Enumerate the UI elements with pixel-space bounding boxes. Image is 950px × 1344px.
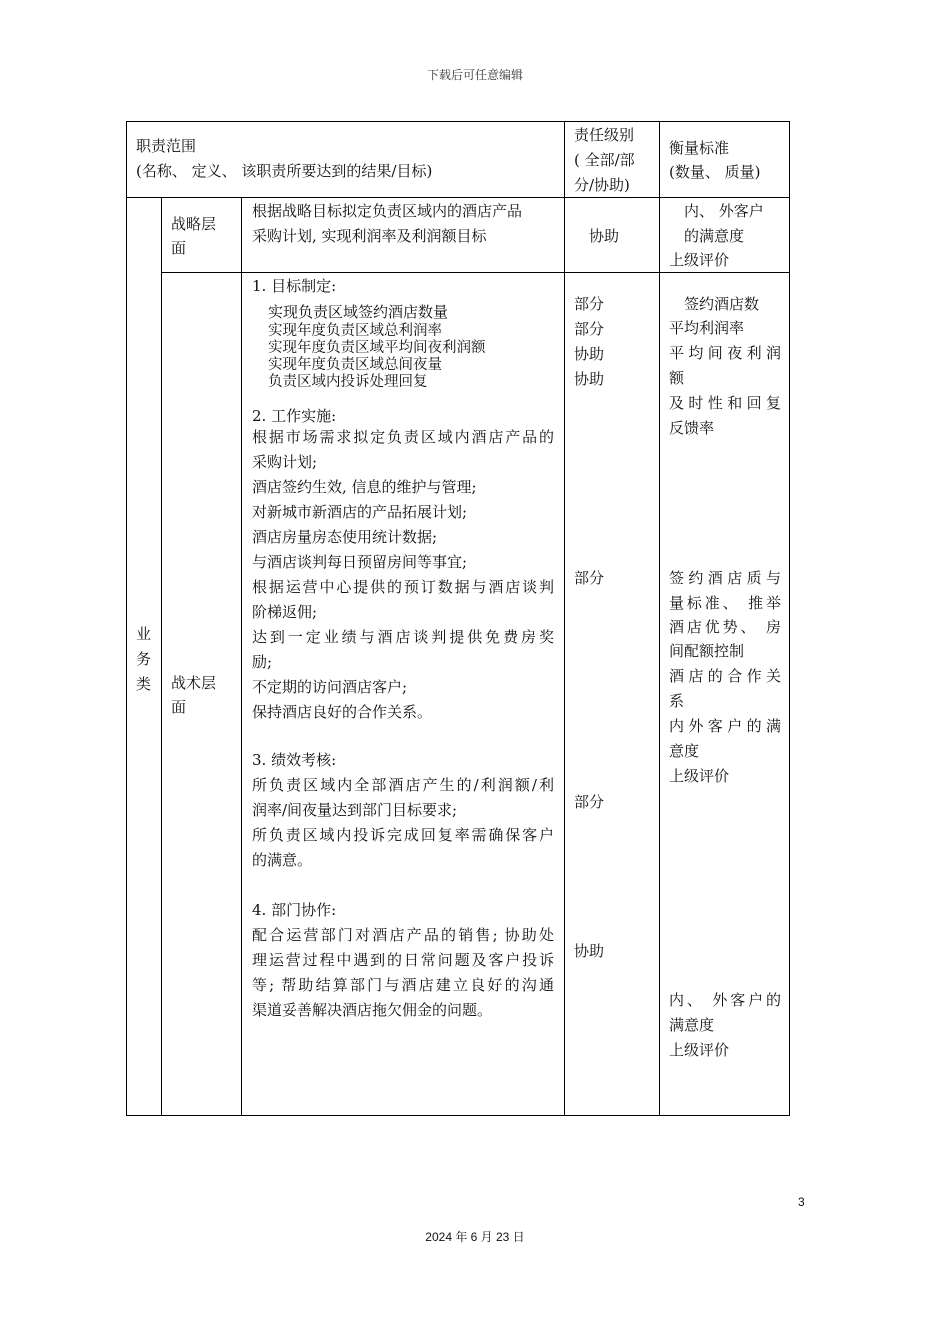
level-subtitle-2: 分/协助) bbox=[574, 176, 630, 194]
header-note: 下载后可任意编辑 bbox=[426, 68, 523, 82]
strategic-desc: 根据战略目标拟定负责区域内的酒店产品 bbox=[252, 202, 523, 220]
strategic-level: 协助 bbox=[589, 227, 620, 245]
list-item: 实现负责区域签约酒店数量 bbox=[268, 303, 449, 321]
list-item: 实现年度负责区域总间夜量 bbox=[268, 357, 442, 373]
list-item: 负责区域内投诉处理回复 bbox=[268, 374, 428, 390]
strategic-label: 战略层 bbox=[171, 215, 217, 233]
section-title: 4. 部门协作: bbox=[252, 901, 337, 919]
scope-title: 职责范围 bbox=[136, 137, 197, 155]
tactical-label: 战术层 bbox=[171, 674, 217, 692]
level-title: 责任级别 bbox=[574, 126, 635, 144]
footer-date: 2024 年 6 月 23 日 bbox=[425, 1230, 525, 1244]
scope-subtitle: (名称、 定义、 该职责所要达到的结果/目标) bbox=[136, 162, 433, 180]
section-title: 1. 目标制定: bbox=[252, 277, 337, 295]
page-number: 3 bbox=[798, 1195, 805, 1209]
section-body: 配合运营部门对酒店产品的销售; 协助处 理运营过程中遇到的日常问题及客户投诉 等; 帮助结算部门与酒店建立良好的沟通 渠道妥善解决酒店拖欠佣金的问题。 bbox=[252, 926, 554, 1019]
measure-subtitle: (数量、 质量) bbox=[669, 163, 761, 181]
strategic-measure: 内、 外客户 bbox=[684, 202, 764, 220]
list-item: 实现年度负责区域平均间夜利润额 bbox=[268, 340, 486, 356]
section-body: 根据市场需求拟定负责区域内酒店产品的 采购计划; 酒店签约生效, 信息的维护与管理; 对新城市新酒店的产品拓展计划; 酒店房量房态使用统计数据; 与酒店谈判每日预留房间等事宜; 根据运营中心提供的预订数据与酒店谈判 阶梯返佣; 达到一定业绩与酒店谈判提供免费房奖 励; 不定期的访问酒店客户; 保持酒店良好的合作关系。 bbox=[252, 428, 554, 721]
section-body: 所负责区域内全部酒店产生的/利润额/利 润率/间夜量达到部门目标要求; 所负责区域内投诉完成回复率需确保客户 的满意。 bbox=[252, 776, 554, 869]
section-title: 2. 工作实施: bbox=[252, 407, 337, 425]
measure-title: 衡量标准 bbox=[669, 139, 730, 157]
section-title: 3. 绩效考核: bbox=[252, 751, 337, 769]
list-item: 实现年度负责区域总利润率 bbox=[268, 323, 442, 339]
level-subtitle-1: ( 全部/部 bbox=[574, 151, 635, 169]
